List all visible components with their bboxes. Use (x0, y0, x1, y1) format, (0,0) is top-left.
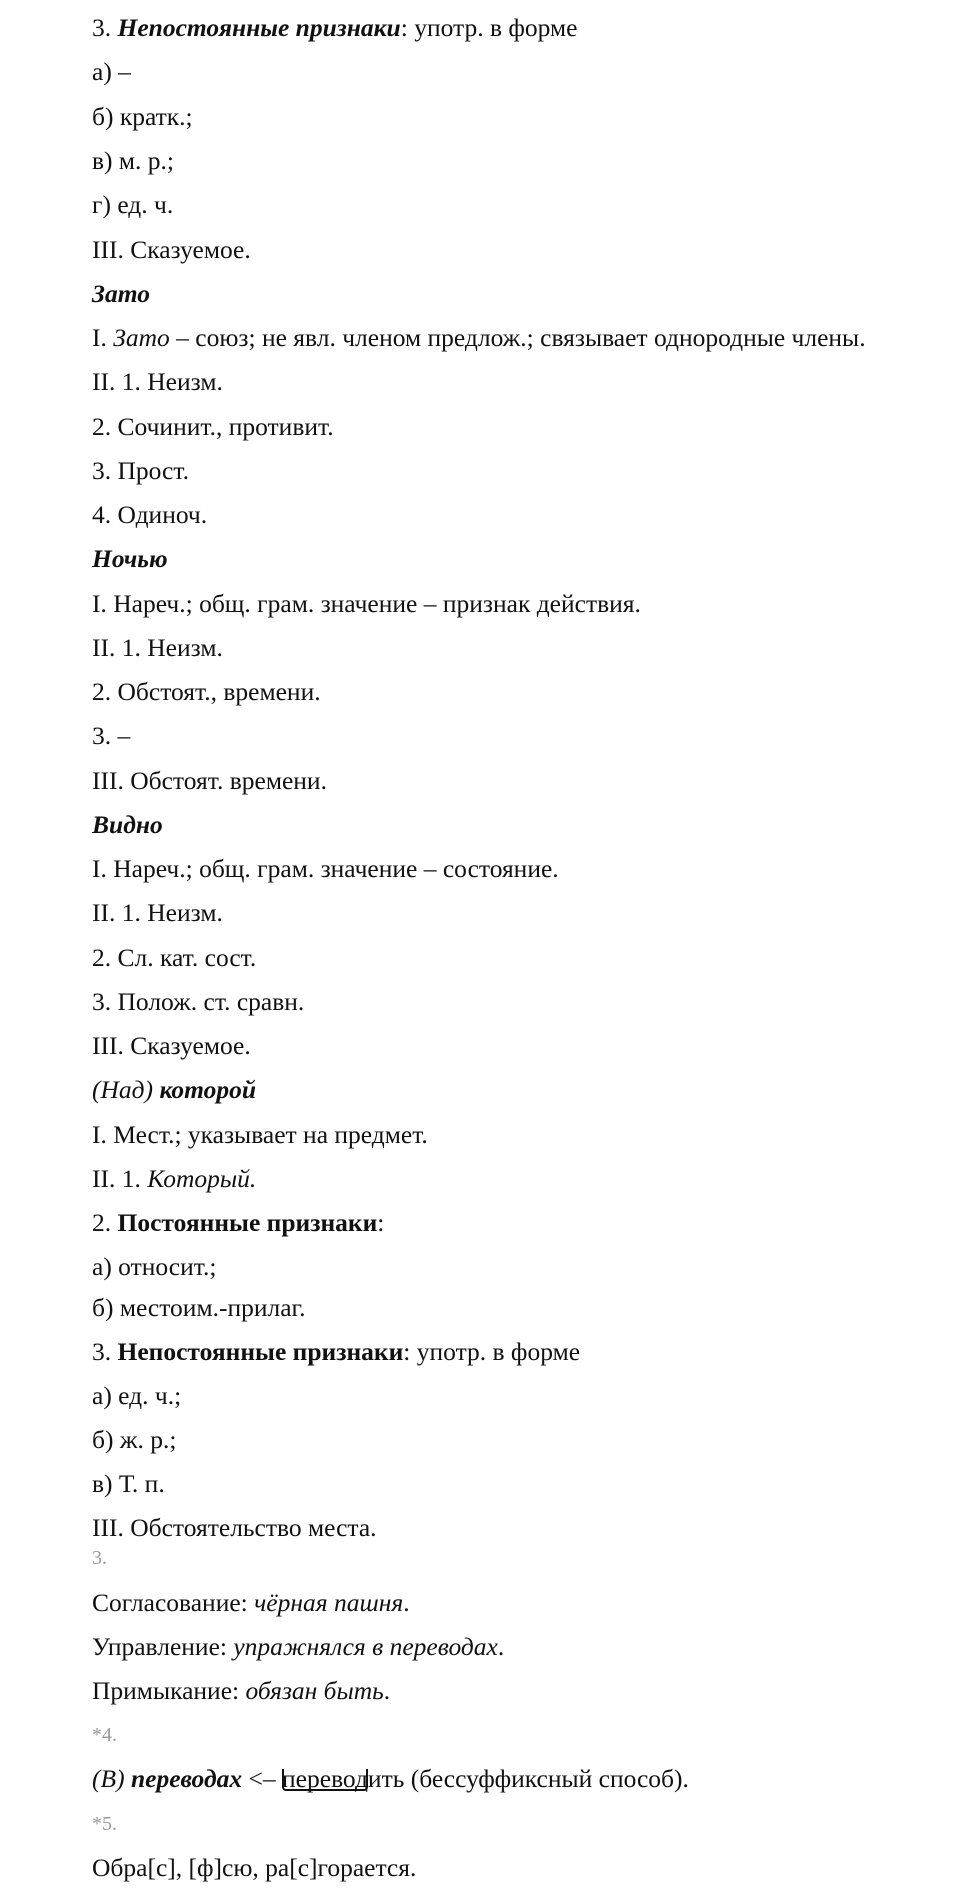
line: в) Т. п. (92, 1469, 165, 1498)
line-government (92, 1631, 504, 1663)
term: Который. (147, 1164, 257, 1193)
text: I. (92, 323, 114, 352)
line: 3. Полож. ст. сравн. (92, 987, 305, 1016)
line (92, 1163, 256, 1195)
line-word-formation (92, 1763, 689, 1795)
term: которой (159, 1075, 257, 1104)
line: 2. Сл. кат. сост. (92, 943, 257, 972)
text: Примыкание: (92, 1676, 246, 1705)
line: I. Мест.; указывает на предмет. (92, 1120, 428, 1149)
line-nonconstant-features-2 (92, 1336, 580, 1368)
example: чёрная пашня (254, 1588, 404, 1617)
root-bracket-mark (282, 1769, 368, 1791)
word-heading-nochyu: Ночью (92, 544, 168, 573)
text: : употр. в форме (403, 1337, 581, 1366)
text: 3. (92, 13, 118, 42)
task-number-5: *5. (92, 1813, 117, 1835)
line (92, 322, 866, 354)
text: . (383, 1676, 391, 1705)
line: III. Сказуемое. (92, 1031, 251, 1060)
term: Зато (113, 323, 170, 352)
term: Непостоянные признаки (117, 1337, 404, 1366)
word-heading-zato: Зато (92, 279, 150, 308)
line: б) ж. р.; (92, 1425, 177, 1454)
line: II. 1. Неизм. (92, 633, 223, 662)
line: б) местоим.-прилаг. (92, 1293, 306, 1322)
line: II. 1. Неизм. (92, 898, 223, 927)
text: Управление: (92, 1632, 234, 1661)
text: . (497, 1632, 505, 1661)
line-nonconstant-features-1 (92, 12, 577, 44)
line: III. Обстоят. времени. (92, 766, 327, 795)
preposition: (В) (92, 1764, 131, 1793)
text: ить (бессуффиксный способ). (367, 1764, 689, 1793)
line-agreement (92, 1587, 410, 1619)
task-number-3: 3. (92, 1547, 107, 1569)
line: III. Сказуемое. (92, 235, 251, 264)
text: – союз; не явл. членом предлож.; связывает однородные члены. (169, 323, 866, 352)
term: Непостоянные признаки (117, 13, 401, 42)
text: : (377, 1208, 385, 1237)
root-text: перевод (282, 1764, 368, 1793)
arrow: <– (242, 1764, 283, 1793)
preposition: (Над) (92, 1075, 160, 1104)
line: 2. Сочинит., противит. (92, 412, 334, 441)
line: I. Нареч.; общ. грам. значение – признак действия. (92, 589, 641, 618)
line: а) относит.; (92, 1252, 217, 1281)
text: 3. (92, 1337, 118, 1366)
line: 3. – (92, 721, 131, 750)
line: в) м. р.; (92, 146, 175, 175)
word-heading-kotoroy (92, 1074, 256, 1106)
line: 4. Одиноч. (92, 500, 208, 529)
line: I. Нареч.; общ. грам. значение – состояние. (92, 854, 559, 883)
text: . (403, 1588, 410, 1617)
line-constant-features (92, 1207, 384, 1239)
line-phonetics: Обра[с], [ф]сю, ра[с]горается. (92, 1853, 417, 1882)
example: обязан быть (245, 1676, 384, 1705)
text: : употр. в форме (400, 13, 578, 42)
text: 2. (92, 1208, 118, 1237)
line-adjoining (92, 1675, 390, 1707)
line: 2. Обстоят., времени. (92, 677, 321, 706)
word-heading-vidno: Видно (92, 810, 163, 839)
line: а) – (92, 57, 131, 86)
text: II. 1. (92, 1164, 148, 1193)
term: Постоянные признаки (117, 1208, 378, 1237)
term: переводах (130, 1764, 243, 1793)
line: а) ед. ч.; (92, 1381, 182, 1410)
line: II. 1. Неизм. (92, 367, 223, 396)
line: III. Обстоятельство места. (92, 1513, 377, 1542)
line: г) ед. ч. (92, 190, 174, 219)
text: Согласование: (92, 1588, 255, 1617)
line: б) кратк.; (92, 102, 193, 131)
example: упражнялся в переводах (233, 1632, 498, 1661)
root-marked-word (282, 1763, 368, 1795)
line: 3. Прост. (92, 456, 189, 485)
task-number-4: *4. (92, 1724, 117, 1746)
